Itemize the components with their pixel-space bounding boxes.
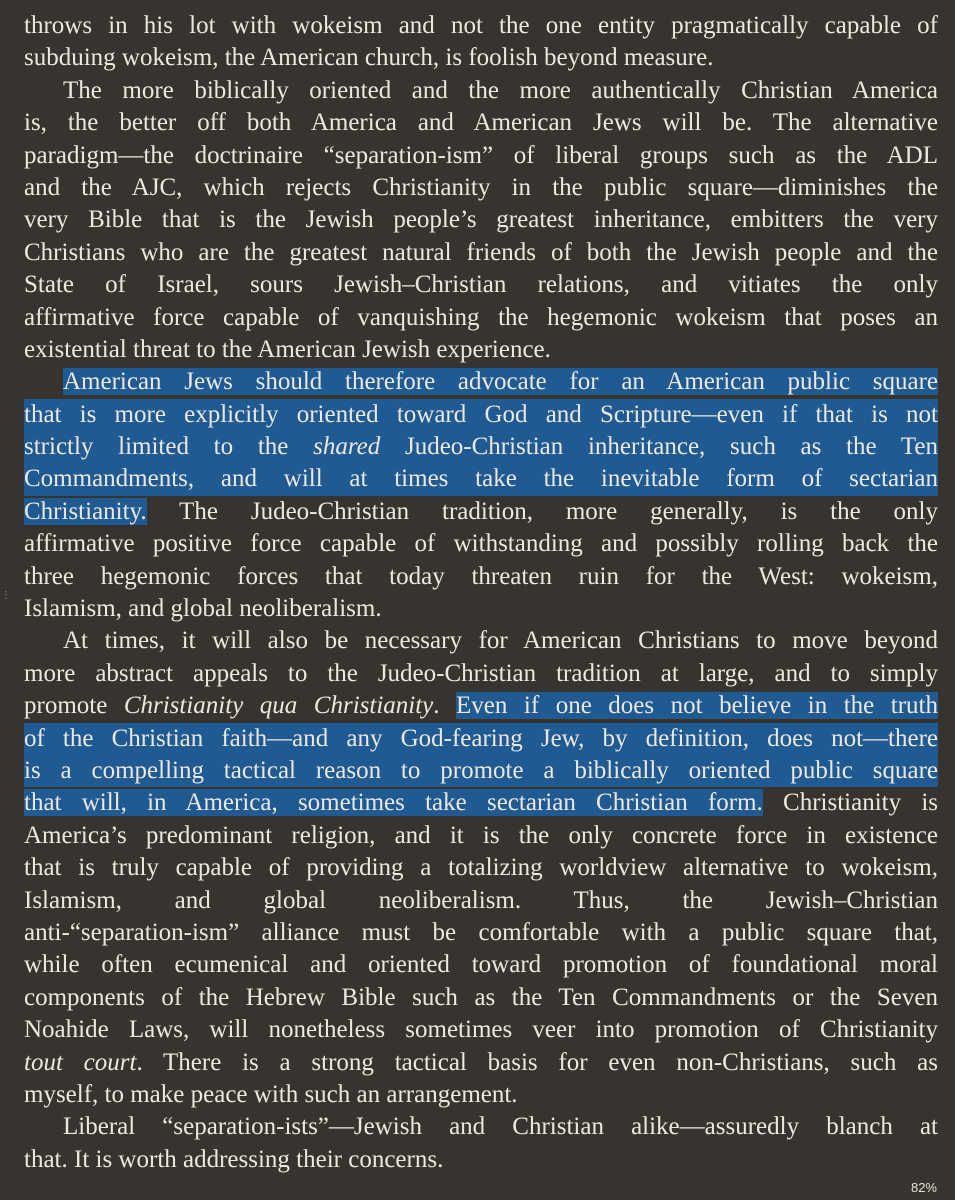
highlighted-text[interactable]: Even if one does not believe in the truth — [456, 692, 938, 720]
text-line — [24, 496, 938, 528]
text-segment: . There is a strong tactical basis for even non-Christians, such as — [136, 1048, 938, 1076]
text-line: anti-“separation-ism” alliance must be comfortable with a public square that, — [24, 918, 938, 946]
text-line: components of the Hebrew Bible such as the Ten Commandments or the Seven — [24, 983, 938, 1011]
text-line: The more biblically oriented and the more authentically Christian America — [63, 76, 938, 104]
text-line: subduing wokeism, the American church, is foolish beyond measure. — [24, 44, 714, 72]
highlighted-text-line[interactable]: of the Christian faith—and any God-fearing Jew, by definition, does not—there — [24, 723, 938, 755]
text-line: very Bible that is the Jewish people’s greatest inheritance, embitters the very — [24, 206, 938, 234]
text-line: paradigm—the doctrinaire “separation-ism” of liberal groups such as the ADL — [24, 141, 938, 169]
text-line: myself, to make peace with such an arrangement. — [24, 1080, 518, 1108]
text-line: while often ecumenical and oriented toward promotion of foundational moral — [24, 951, 938, 979]
text-line: State of Israel, sours Jewish–Christian relations, and vitiates the only — [24, 271, 938, 299]
text-line: existential threat to the American Jewish experience. — [24, 335, 551, 363]
text-line: more abstract appeals to the Judeo-Christian tradition at large, and to simply — [24, 659, 938, 687]
highlighted-text-line[interactable]: that is more explicitly oriented toward God and Scripture—even if that is not — [24, 399, 938, 431]
text-line: Noahide Laws, will nonetheless sometimes veer into promotion of Christianity — [24, 1016, 938, 1044]
highlighted-text-line[interactable]: is a compelling tactical reason to promote a biblically oriented public square — [24, 755, 938, 787]
text-line: affirmative force capable of vanquishing the hegemonic wokeism that poses an — [24, 303, 938, 331]
text-line: that. It is worth addressing their concerns. — [24, 1145, 444, 1173]
highlighted-text[interactable]: American Jews should therefore advocate for an American public square — [63, 368, 938, 396]
text-line: Islamism, and global neoliberalism. — [24, 595, 382, 623]
italic-text: Christianity qua Christianity — [123, 692, 434, 720]
text-segment: The Judeo-Christian tradition, more generally, is the only — [146, 497, 938, 525]
text-line: is, the better off both America and American Jews will be. The alternative — [24, 109, 938, 137]
text-line — [24, 787, 938, 819]
text-segment: Christianity is — [762, 789, 938, 817]
text-segment: promote — [24, 692, 124, 720]
italic-text: tout court — [24, 1048, 137, 1076]
text-line: and the AJC, which rejects Christianity in the public square—diminishes the — [24, 173, 938, 201]
highlighted-text-line[interactable]: Commandments, and will at times take the inevitable form of sectarian — [24, 463, 938, 495]
highlighted-text[interactable]: Christianity. — [24, 497, 147, 525]
text-line: three hegemonic forces that today threaten ruin for the West: wokeism, — [24, 562, 938, 590]
reading-progress-indicator: 82% — [910, 1180, 937, 1195]
book-page-text — [24, 10, 938, 1176]
text-line: Liberal “separation-ists”—Jewish and Christian alike—assuredly blanch at — [63, 1113, 938, 1141]
highlighted-text[interactable]: that will, in America, sometimes take sectarian Christian form. — [24, 789, 763, 817]
text-line: that is truly capable of providing a totalizing worldview alternative to wokeism, — [24, 854, 938, 882]
sidebar-drag-handle[interactable]: ⋮ — [1, 590, 11, 601]
text-line — [24, 1047, 938, 1079]
text-line: Islamism, and global neoliberalism. Thus, the Jewish–Christian — [24, 886, 938, 914]
text-line: throws in his lot with wokeism and not the one entity pragmatically capable of — [24, 12, 938, 39]
text-segment: strictly limited to the — [24, 433, 314, 461]
text-segment: . — [433, 692, 457, 720]
italic-text: shared — [313, 433, 381, 461]
text-line — [24, 366, 938, 398]
text-line: At times, it will also be necessary for American Christians to move beyond — [63, 627, 938, 655]
text-line — [24, 690, 938, 722]
text-line: America’s predominant religion, and it is the only concrete force in existence — [24, 821, 938, 849]
text-line: affirmative positive force capable of withstanding and possibly rolling back the — [24, 530, 938, 558]
highlighted-text-line[interactable] — [24, 431, 938, 463]
text-line: Christians who are the greatest natural friends of both the Jewish people and the — [24, 238, 938, 266]
text-segment: Judeo-Christian inheritance, such as the Ten — [380, 433, 938, 461]
